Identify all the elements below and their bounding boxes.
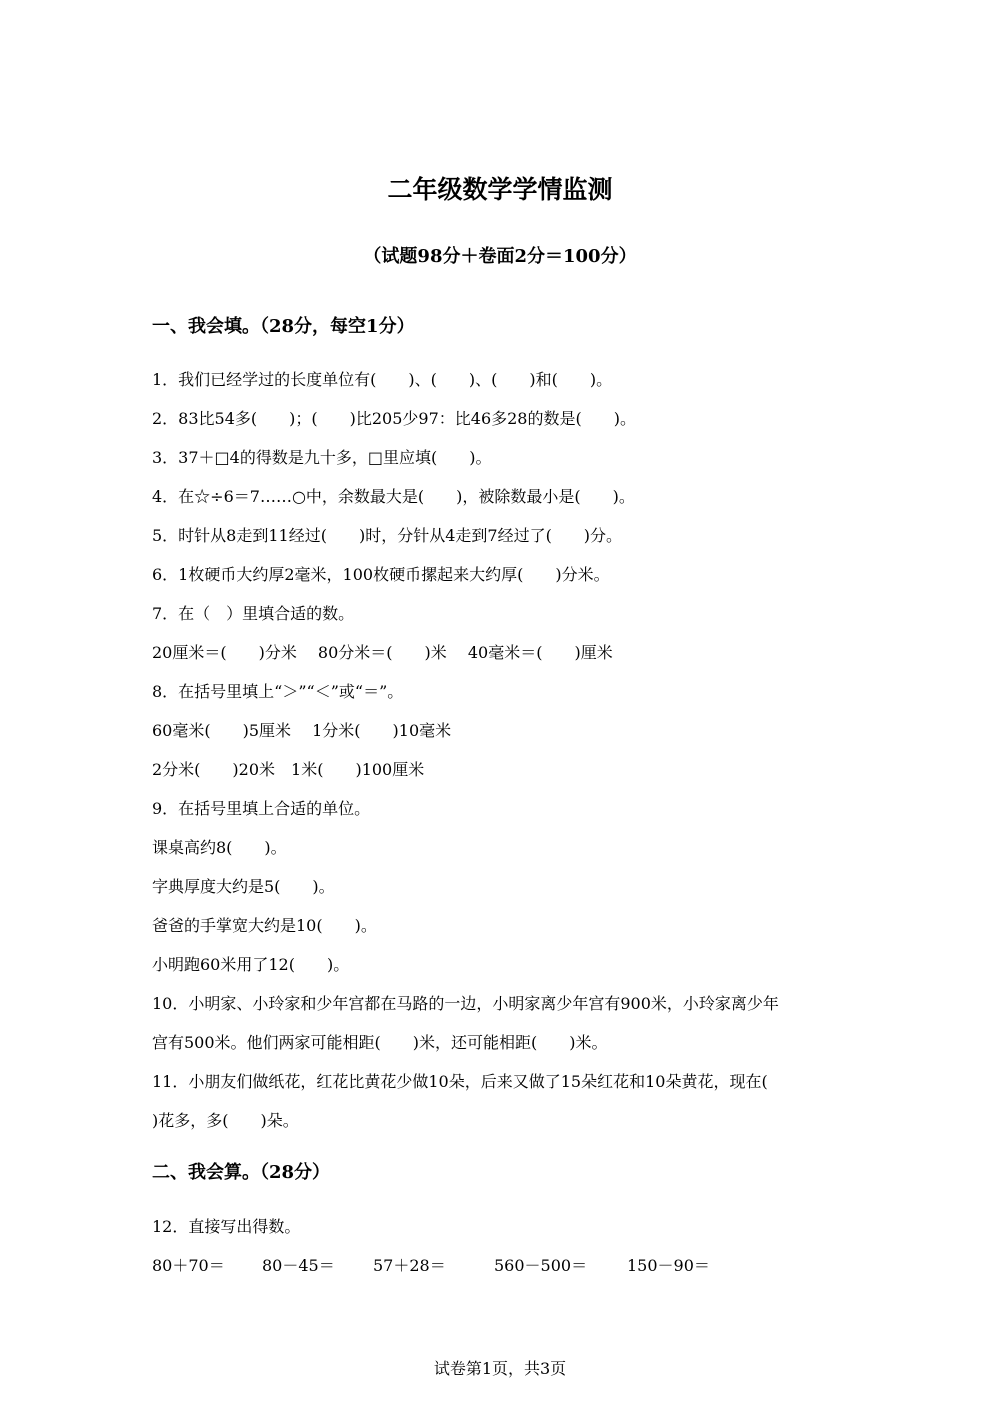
section-heading-fill: 一、我会填。（28分，每空1分） — [152, 316, 415, 337]
question-8-row-1: 60毫米( )5厘米 1分米( )10毫米 — [152, 721, 452, 740]
calc-item: 80－45＝ — [262, 1256, 335, 1275]
question-7: 7．在（ ）里填合适的数。 — [152, 604, 355, 623]
calc-item: 150－90＝ — [627, 1256, 710, 1275]
question-1: 1．我们已经学过的长度单位有( )、( )、( )和( )。 — [152, 370, 613, 389]
calc-item: 57＋28＝ — [373, 1256, 446, 1275]
question-3: 3．37＋□4的得数是九十多，□里应填( )。 — [152, 448, 492, 467]
section-heading-calc: 二、我会算。（28分） — [152, 1162, 331, 1183]
calc-item: 80＋70＝ — [152, 1256, 225, 1275]
question-8: 8．在括号里填上“＞”“＜”或“＝”。 — [152, 682, 404, 701]
question-9-item-1: 课桌高约8( )。 — [152, 838, 287, 857]
page-title: 二年级数学学情监测 — [387, 175, 613, 204]
question-9-item-2: 字典厚度大约是5( )。 — [152, 877, 335, 896]
question-2: 2．83比54多( )；( )比205少97：比46多28的数是( )。 — [152, 409, 636, 428]
question-9: 9．在括号里填上合适的单位。 — [152, 799, 371, 818]
question-7-items: 20厘米＝( )分米 80分米＝( )米 40毫米＝( )厘米 — [152, 643, 613, 662]
page-footer: 试卷第1页，共3页 — [433, 1359, 567, 1378]
question-9-item-3: 爸爸的手掌宽大约是10( )。 — [152, 916, 377, 935]
question-8-row-2: 2分米( )20米 1米( )100厘米 — [152, 760, 425, 779]
score-subtitle: （试题98分＋卷面2分＝100分） — [363, 246, 637, 267]
question-6: 6．1枚硬币大约厚2毫米，100枚硬币摞起来大约厚( )分米。 — [152, 565, 610, 584]
question-9-item-4: 小明跑60米用了12( )。 — [152, 955, 350, 974]
question-10-line-2: 宫有500米。他们两家可能相距( )米，还可能相距( )米。 — [152, 1033, 608, 1052]
question-11-line-2: )花多，多( )朵。 — [152, 1111, 299, 1130]
question-5: 5．时针从8走到11经过( )时，分针从4走到7经过了( )分。 — [152, 526, 623, 545]
question-10-line-1: 10．小明家、小玲家和少年宫都在马路的一边，小明家离少年宫有900米，小玲家离少年 — [152, 994, 779, 1013]
question-12: 12．直接写出得数。 — [152, 1217, 301, 1236]
calc-item: 560－500＝ — [494, 1256, 588, 1275]
question-4: 4．在☆÷6＝7……○中，余数最大是( )，被除数最小是( )。 — [152, 487, 635, 506]
question-11-line-1: 11．小朋友们做纸花，红花比黄花少做10朵，后来又做了15朵红花和10朵黄花，现在( — [152, 1072, 768, 1091]
